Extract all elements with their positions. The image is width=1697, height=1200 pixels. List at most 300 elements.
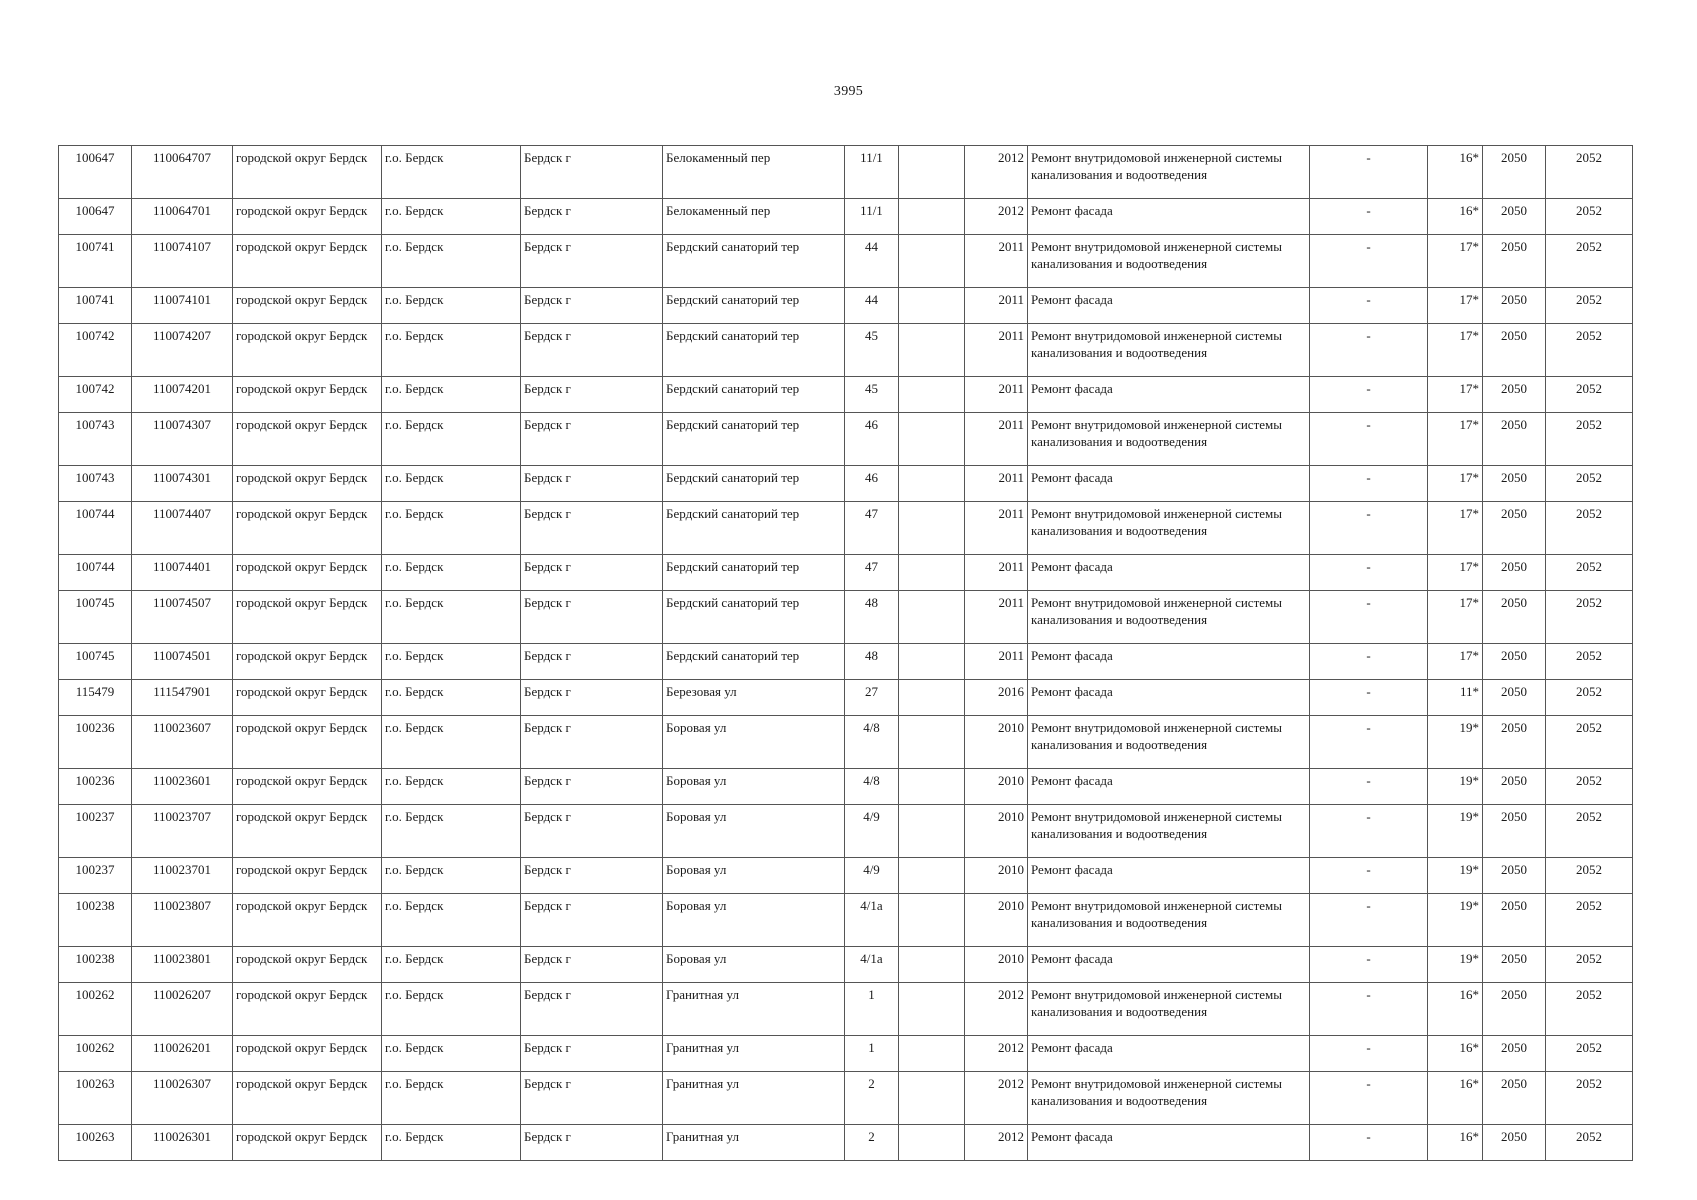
district-cell: г.о. Бердск bbox=[382, 324, 521, 377]
locality-cell: Бердск г bbox=[521, 1036, 663, 1072]
locality-cell: Бердск г bbox=[521, 680, 663, 716]
work-type-cell: Ремонт фасада bbox=[1028, 199, 1310, 235]
extra-cell bbox=[899, 805, 965, 858]
table-row bbox=[59, 324, 1633, 377]
work-type-cell: Ремонт внутридомовой инженерной системы канализования и водоотведения bbox=[1028, 235, 1310, 288]
period-start-cell: 2050 bbox=[1483, 591, 1546, 644]
number-cell: 11* bbox=[1428, 680, 1483, 716]
mark-cell: - bbox=[1310, 1072, 1428, 1125]
street-cell: Бердский санаторий тер bbox=[663, 235, 845, 288]
district-cell: г.о. Бердск bbox=[382, 894, 521, 947]
period-end-cell: 2052 bbox=[1546, 805, 1633, 858]
district-cell: г.о. Бердск bbox=[382, 858, 521, 894]
table-row bbox=[59, 716, 1633, 769]
year-cell: 2011 bbox=[965, 235, 1028, 288]
year-cell: 2012 bbox=[965, 1036, 1028, 1072]
work-type-cell: Ремонт внутридомовой инженерной системы канализования и водоотведения bbox=[1028, 413, 1310, 466]
extra-cell bbox=[899, 1072, 965, 1125]
table-row bbox=[59, 1125, 1633, 1161]
period-start-cell: 2050 bbox=[1483, 377, 1546, 413]
street-cell: Бердский санаторий тер bbox=[663, 288, 845, 324]
locality-cell: Бердск г bbox=[521, 199, 663, 235]
work-type-cell: Ремонт внутридомовой инженерной системы канализования и водоотведения bbox=[1028, 1072, 1310, 1125]
table-row bbox=[59, 555, 1633, 591]
house-number-cell: 4/8 bbox=[845, 716, 899, 769]
work-type-cell: Ремонт фасада bbox=[1028, 769, 1310, 805]
house-number-cell: 44 bbox=[845, 235, 899, 288]
year-cell: 2012 bbox=[965, 146, 1028, 199]
street-cell: Березовая ул bbox=[663, 680, 845, 716]
house-number-cell: 45 bbox=[845, 324, 899, 377]
table-row bbox=[59, 146, 1633, 199]
record-code-cell: 110074401 bbox=[132, 555, 233, 591]
year-cell: 2011 bbox=[965, 324, 1028, 377]
record-code-cell: 110023607 bbox=[132, 716, 233, 769]
extra-cell bbox=[899, 947, 965, 983]
house-number-cell: 48 bbox=[845, 591, 899, 644]
record-code-cell: 110023807 bbox=[132, 894, 233, 947]
house-number-cell: 27 bbox=[845, 680, 899, 716]
house-id-cell: 100743 bbox=[59, 466, 132, 502]
record-code-cell: 110023801 bbox=[132, 947, 233, 983]
municipality-cell: городской округ Бердск bbox=[233, 947, 382, 983]
district-cell: г.о. Бердск bbox=[382, 413, 521, 466]
municipality-cell: городской округ Бердск bbox=[233, 199, 382, 235]
work-type-cell: Ремонт внутридомовой инженерной системы канализования и водоотведения bbox=[1028, 324, 1310, 377]
year-cell: 2016 bbox=[965, 680, 1028, 716]
street-cell: Боровая ул bbox=[663, 947, 845, 983]
mark-cell: - bbox=[1310, 591, 1428, 644]
municipality-cell: городской округ Бердск bbox=[233, 680, 382, 716]
house-id-cell: 100237 bbox=[59, 858, 132, 894]
number-cell: 16* bbox=[1428, 983, 1483, 1036]
period-end-cell: 2052 bbox=[1546, 466, 1633, 502]
period-end-cell: 2052 bbox=[1546, 591, 1633, 644]
number-cell: 17* bbox=[1428, 502, 1483, 555]
year-cell: 2011 bbox=[965, 644, 1028, 680]
house-id-cell: 100262 bbox=[59, 983, 132, 1036]
street-cell: Боровая ул bbox=[663, 716, 845, 769]
district-cell: г.о. Бердск bbox=[382, 466, 521, 502]
extra-cell bbox=[899, 146, 965, 199]
house-number-cell: 47 bbox=[845, 555, 899, 591]
table-body bbox=[59, 146, 1633, 1161]
municipality-cell: городской округ Бердск bbox=[233, 769, 382, 805]
period-end-cell: 2052 bbox=[1546, 1036, 1633, 1072]
work-type-cell: Ремонт внутридомовой инженерной системы канализования и водоотведения bbox=[1028, 591, 1310, 644]
period-end-cell: 2052 bbox=[1546, 644, 1633, 680]
house-id-cell: 100236 bbox=[59, 716, 132, 769]
extra-cell bbox=[899, 858, 965, 894]
house-id-cell: 100647 bbox=[59, 146, 132, 199]
number-cell: 19* bbox=[1428, 805, 1483, 858]
record-code-cell: 110023601 bbox=[132, 769, 233, 805]
municipality-cell: городской округ Бердск bbox=[233, 466, 382, 502]
locality-cell: Бердск г bbox=[521, 235, 663, 288]
house-number-cell: 4/1а bbox=[845, 894, 899, 947]
number-cell: 17* bbox=[1428, 644, 1483, 680]
mark-cell: - bbox=[1310, 235, 1428, 288]
period-end-cell: 2052 bbox=[1546, 716, 1633, 769]
house-id-cell: 100237 bbox=[59, 805, 132, 858]
number-cell: 16* bbox=[1428, 1125, 1483, 1161]
number-cell: 17* bbox=[1428, 555, 1483, 591]
locality-cell: Бердск г bbox=[521, 413, 663, 466]
mark-cell: - bbox=[1310, 555, 1428, 591]
mark-cell: - bbox=[1310, 894, 1428, 947]
period-start-cell: 2050 bbox=[1483, 199, 1546, 235]
mark-cell: - bbox=[1310, 858, 1428, 894]
year-cell: 2011 bbox=[965, 288, 1028, 324]
record-code-cell: 110074407 bbox=[132, 502, 233, 555]
mark-cell: - bbox=[1310, 502, 1428, 555]
year-cell: 2010 bbox=[965, 769, 1028, 805]
mark-cell: - bbox=[1310, 716, 1428, 769]
table-row bbox=[59, 858, 1633, 894]
year-cell: 2012 bbox=[965, 199, 1028, 235]
locality-cell: Бердск г bbox=[521, 146, 663, 199]
period-start-cell: 2050 bbox=[1483, 235, 1546, 288]
street-cell: Гранитная ул bbox=[663, 983, 845, 1036]
capital-repair-table bbox=[58, 145, 1633, 1161]
extra-cell bbox=[899, 680, 965, 716]
table-row bbox=[59, 591, 1633, 644]
house-id-cell: 100263 bbox=[59, 1125, 132, 1161]
extra-cell bbox=[899, 555, 965, 591]
table-row bbox=[59, 466, 1633, 502]
house-number-cell: 4/9 bbox=[845, 858, 899, 894]
extra-cell bbox=[899, 199, 965, 235]
period-start-cell: 2050 bbox=[1483, 680, 1546, 716]
municipality-cell: городской округ Бердск bbox=[233, 858, 382, 894]
number-cell: 19* bbox=[1428, 716, 1483, 769]
house-id-cell: 100744 bbox=[59, 502, 132, 555]
house-id-cell: 115479 bbox=[59, 680, 132, 716]
house-number-cell: 4/9 bbox=[845, 805, 899, 858]
period-end-cell: 2052 bbox=[1546, 1072, 1633, 1125]
year-cell: 2010 bbox=[965, 716, 1028, 769]
street-cell: Гранитная ул bbox=[663, 1036, 845, 1072]
work-type-cell: Ремонт внутридомовой инженерной системы канализования и водоотведения bbox=[1028, 502, 1310, 555]
district-cell: г.о. Бердск bbox=[382, 1125, 521, 1161]
district-cell: г.о. Бердск bbox=[382, 680, 521, 716]
record-code-cell: 110074201 bbox=[132, 377, 233, 413]
number-cell: 16* bbox=[1428, 146, 1483, 199]
locality-cell: Бердск г bbox=[521, 769, 663, 805]
year-cell: 2012 bbox=[965, 983, 1028, 1036]
period-start-cell: 2050 bbox=[1483, 324, 1546, 377]
work-type-cell: Ремонт внутридомовой инженерной системы канализования и водоотведения bbox=[1028, 146, 1310, 199]
municipality-cell: городской округ Бердск bbox=[233, 1125, 382, 1161]
municipality-cell: городской округ Бердск bbox=[233, 146, 382, 199]
extra-cell bbox=[899, 466, 965, 502]
mark-cell: - bbox=[1310, 1036, 1428, 1072]
year-cell: 2011 bbox=[965, 502, 1028, 555]
municipality-cell: городской округ Бердск bbox=[233, 555, 382, 591]
district-cell: г.о. Бердск bbox=[382, 377, 521, 413]
extra-cell bbox=[899, 716, 965, 769]
table-row bbox=[59, 644, 1633, 680]
period-start-cell: 2050 bbox=[1483, 146, 1546, 199]
period-end-cell: 2052 bbox=[1546, 680, 1633, 716]
table-row bbox=[59, 680, 1633, 716]
extra-cell bbox=[899, 591, 965, 644]
house-number-cell: 11/1 bbox=[845, 146, 899, 199]
locality-cell: Бердск г bbox=[521, 324, 663, 377]
house-id-cell: 100238 bbox=[59, 947, 132, 983]
table-row bbox=[59, 947, 1633, 983]
municipality-cell: городской округ Бердск bbox=[233, 502, 382, 555]
district-cell: г.о. Бердск bbox=[382, 591, 521, 644]
street-cell: Бердский санаторий тер bbox=[663, 377, 845, 413]
district-cell: г.о. Бердск bbox=[382, 805, 521, 858]
house-id-cell: 100743 bbox=[59, 413, 132, 466]
district-cell: г.о. Бердск bbox=[382, 235, 521, 288]
period-end-cell: 2052 bbox=[1546, 235, 1633, 288]
period-start-cell: 2050 bbox=[1483, 716, 1546, 769]
period-start-cell: 2050 bbox=[1483, 983, 1546, 1036]
record-code-cell: 110023701 bbox=[132, 858, 233, 894]
year-cell: 2011 bbox=[965, 466, 1028, 502]
year-cell: 2010 bbox=[965, 947, 1028, 983]
extra-cell bbox=[899, 288, 965, 324]
house-id-cell: 100742 bbox=[59, 324, 132, 377]
mark-cell: - bbox=[1310, 324, 1428, 377]
district-cell: г.о. Бердск bbox=[382, 1036, 521, 1072]
municipality-cell: городской округ Бердск bbox=[233, 1072, 382, 1125]
municipality-cell: городской округ Бердск bbox=[233, 591, 382, 644]
house-number-cell: 45 bbox=[845, 377, 899, 413]
period-start-cell: 2050 bbox=[1483, 947, 1546, 983]
district-cell: г.о. Бердск bbox=[382, 716, 521, 769]
record-code-cell: 110026207 bbox=[132, 983, 233, 1036]
record-code-cell: 110064701 bbox=[132, 199, 233, 235]
work-type-cell: Ремонт фасада bbox=[1028, 377, 1310, 413]
district-cell: г.о. Бердск bbox=[382, 288, 521, 324]
house-id-cell: 100741 bbox=[59, 235, 132, 288]
table-row bbox=[59, 502, 1633, 555]
house-id-cell: 100262 bbox=[59, 1036, 132, 1072]
locality-cell: Бердск г bbox=[521, 947, 663, 983]
work-type-cell: Ремонт фасада bbox=[1028, 1125, 1310, 1161]
mark-cell: - bbox=[1310, 644, 1428, 680]
locality-cell: Бердск г bbox=[521, 555, 663, 591]
extra-cell bbox=[899, 235, 965, 288]
street-cell: Белокаменный пер bbox=[663, 199, 845, 235]
street-cell: Бердский санаторий тер bbox=[663, 502, 845, 555]
record-code-cell: 110074301 bbox=[132, 466, 233, 502]
house-id-cell: 100742 bbox=[59, 377, 132, 413]
house-id-cell: 100236 bbox=[59, 769, 132, 805]
street-cell: Боровая ул bbox=[663, 769, 845, 805]
municipality-cell: городской округ Бердск bbox=[233, 1036, 382, 1072]
municipality-cell: городской округ Бердск bbox=[233, 413, 382, 466]
municipality-cell: городской округ Бердск bbox=[233, 983, 382, 1036]
street-cell: Гранитная ул bbox=[663, 1125, 845, 1161]
mark-cell: - bbox=[1310, 199, 1428, 235]
record-code-cell: 110074501 bbox=[132, 644, 233, 680]
street-cell: Гранитная ул bbox=[663, 1072, 845, 1125]
street-cell: Бердский санаторий тер bbox=[663, 466, 845, 502]
year-cell: 2011 bbox=[965, 555, 1028, 591]
locality-cell: Бердск г bbox=[521, 1072, 663, 1125]
period-start-cell: 2050 bbox=[1483, 894, 1546, 947]
work-type-cell: Ремонт фасада bbox=[1028, 858, 1310, 894]
period-start-cell: 2050 bbox=[1483, 858, 1546, 894]
table-row bbox=[59, 288, 1633, 324]
work-type-cell: Ремонт фасада bbox=[1028, 680, 1310, 716]
district-cell: г.о. Бердск bbox=[382, 199, 521, 235]
district-cell: г.о. Бердск bbox=[382, 644, 521, 680]
work-type-cell: Ремонт фасада bbox=[1028, 1036, 1310, 1072]
record-code-cell: 110074507 bbox=[132, 591, 233, 644]
table-row bbox=[59, 413, 1633, 466]
period-start-cell: 2050 bbox=[1483, 502, 1546, 555]
extra-cell bbox=[899, 894, 965, 947]
period-end-cell: 2052 bbox=[1546, 769, 1633, 805]
house-id-cell: 100745 bbox=[59, 591, 132, 644]
page-number: 3995 bbox=[833, 84, 864, 99]
record-code-cell: 110074107 bbox=[132, 235, 233, 288]
district-cell: г.о. Бердск bbox=[382, 1072, 521, 1125]
municipality-cell: городской округ Бердск bbox=[233, 644, 382, 680]
period-end-cell: 2052 bbox=[1546, 324, 1633, 377]
period-end-cell: 2052 bbox=[1546, 555, 1633, 591]
municipality-cell: городской округ Бердск bbox=[233, 324, 382, 377]
house-id-cell: 100647 bbox=[59, 199, 132, 235]
number-cell: 17* bbox=[1428, 466, 1483, 502]
period-end-cell: 2052 bbox=[1546, 502, 1633, 555]
year-cell: 2010 bbox=[965, 894, 1028, 947]
table-row bbox=[59, 805, 1633, 858]
period-end-cell: 2052 bbox=[1546, 858, 1633, 894]
number-cell: 19* bbox=[1428, 769, 1483, 805]
house-number-cell: 1 bbox=[845, 983, 899, 1036]
district-cell: г.о. Бердск bbox=[382, 555, 521, 591]
period-end-cell: 2052 bbox=[1546, 413, 1633, 466]
street-cell: Боровая ул bbox=[663, 805, 845, 858]
year-cell: 2012 bbox=[965, 1125, 1028, 1161]
period-end-cell: 2052 bbox=[1546, 894, 1633, 947]
record-code-cell: 110026201 bbox=[132, 1036, 233, 1072]
extra-cell bbox=[899, 983, 965, 1036]
house-number-cell: 4/1а bbox=[845, 947, 899, 983]
work-type-cell: Ремонт внутридомовой инженерной системы канализования и водоотведения bbox=[1028, 805, 1310, 858]
table-row bbox=[59, 1036, 1633, 1072]
locality-cell: Бердск г bbox=[521, 591, 663, 644]
locality-cell: Бердск г bbox=[521, 377, 663, 413]
house-id-cell: 100263 bbox=[59, 1072, 132, 1125]
table-row bbox=[59, 894, 1633, 947]
number-cell: 16* bbox=[1428, 199, 1483, 235]
work-type-cell: Ремонт внутридомовой инженерной системы канализования и водоотведения bbox=[1028, 716, 1310, 769]
locality-cell: Бердск г bbox=[521, 983, 663, 1036]
house-number-cell: 2 bbox=[845, 1125, 899, 1161]
house-number-cell: 47 bbox=[845, 502, 899, 555]
municipality-cell: городской округ Бердск bbox=[233, 377, 382, 413]
extra-cell bbox=[899, 377, 965, 413]
period-start-cell: 2050 bbox=[1483, 413, 1546, 466]
municipality-cell: городской округ Бердск bbox=[233, 716, 382, 769]
work-type-cell: Ремонт фасада bbox=[1028, 466, 1310, 502]
extra-cell bbox=[899, 502, 965, 555]
extra-cell bbox=[899, 644, 965, 680]
table-row bbox=[59, 199, 1633, 235]
number-cell: 19* bbox=[1428, 947, 1483, 983]
locality-cell: Бердск г bbox=[521, 894, 663, 947]
mark-cell: - bbox=[1310, 146, 1428, 199]
extra-cell bbox=[899, 1036, 965, 1072]
period-start-cell: 2050 bbox=[1483, 1125, 1546, 1161]
street-cell: Бердский санаторий тер bbox=[663, 591, 845, 644]
mark-cell: - bbox=[1310, 413, 1428, 466]
street-cell: Боровая ул bbox=[663, 894, 845, 947]
record-code-cell: 110074307 bbox=[132, 413, 233, 466]
work-type-cell: Ремонт фасада bbox=[1028, 555, 1310, 591]
mark-cell: - bbox=[1310, 377, 1428, 413]
mark-cell: - bbox=[1310, 983, 1428, 1036]
record-code-cell: 110074101 bbox=[132, 288, 233, 324]
year-cell: 2011 bbox=[965, 377, 1028, 413]
number-cell: 16* bbox=[1428, 1036, 1483, 1072]
table-row bbox=[59, 983, 1633, 1036]
number-cell: 16* bbox=[1428, 1072, 1483, 1125]
locality-cell: Бердск г bbox=[521, 805, 663, 858]
house-number-cell: 1 bbox=[845, 1036, 899, 1072]
work-type-cell: Ремонт внутридомовой инженерной системы канализования и водоотведения bbox=[1028, 894, 1310, 947]
locality-cell: Бердск г bbox=[521, 502, 663, 555]
period-end-cell: 2052 bbox=[1546, 288, 1633, 324]
extra-cell bbox=[899, 769, 965, 805]
number-cell: 17* bbox=[1428, 235, 1483, 288]
table-row bbox=[59, 1072, 1633, 1125]
house-number-cell: 46 bbox=[845, 466, 899, 502]
street-cell: Боровая ул bbox=[663, 858, 845, 894]
house-number-cell: 46 bbox=[845, 413, 899, 466]
house-id-cell: 100744 bbox=[59, 555, 132, 591]
number-cell: 17* bbox=[1428, 288, 1483, 324]
street-cell: Бердский санаторий тер bbox=[663, 413, 845, 466]
house-number-cell: 4/8 bbox=[845, 769, 899, 805]
period-end-cell: 2052 bbox=[1546, 983, 1633, 1036]
year-cell: 2011 bbox=[965, 413, 1028, 466]
number-cell: 19* bbox=[1428, 858, 1483, 894]
number-cell: 17* bbox=[1428, 377, 1483, 413]
district-cell: г.о. Бердск bbox=[382, 146, 521, 199]
mark-cell: - bbox=[1310, 805, 1428, 858]
locality-cell: Бердск г bbox=[521, 644, 663, 680]
district-cell: г.о. Бердск bbox=[382, 983, 521, 1036]
district-cell: г.о. Бердск bbox=[382, 769, 521, 805]
work-type-cell: Ремонт фасада bbox=[1028, 644, 1310, 680]
period-end-cell: 2052 bbox=[1546, 947, 1633, 983]
period-start-cell: 2050 bbox=[1483, 555, 1546, 591]
municipality-cell: городской округ Бердск bbox=[233, 288, 382, 324]
table-row bbox=[59, 377, 1633, 413]
house-id-cell: 100745 bbox=[59, 644, 132, 680]
locality-cell: Бердск г bbox=[521, 858, 663, 894]
mark-cell: - bbox=[1310, 769, 1428, 805]
extra-cell bbox=[899, 324, 965, 377]
record-code-cell: 110026307 bbox=[132, 1072, 233, 1125]
house-id-cell: 100238 bbox=[59, 894, 132, 947]
record-code-cell: 110064707 bbox=[132, 146, 233, 199]
period-end-cell: 2052 bbox=[1546, 1125, 1633, 1161]
record-code-cell: 110074207 bbox=[132, 324, 233, 377]
record-code-cell: 110026301 bbox=[132, 1125, 233, 1161]
municipality-cell: городской округ Бердск bbox=[233, 894, 382, 947]
year-cell: 2012 bbox=[965, 1072, 1028, 1125]
